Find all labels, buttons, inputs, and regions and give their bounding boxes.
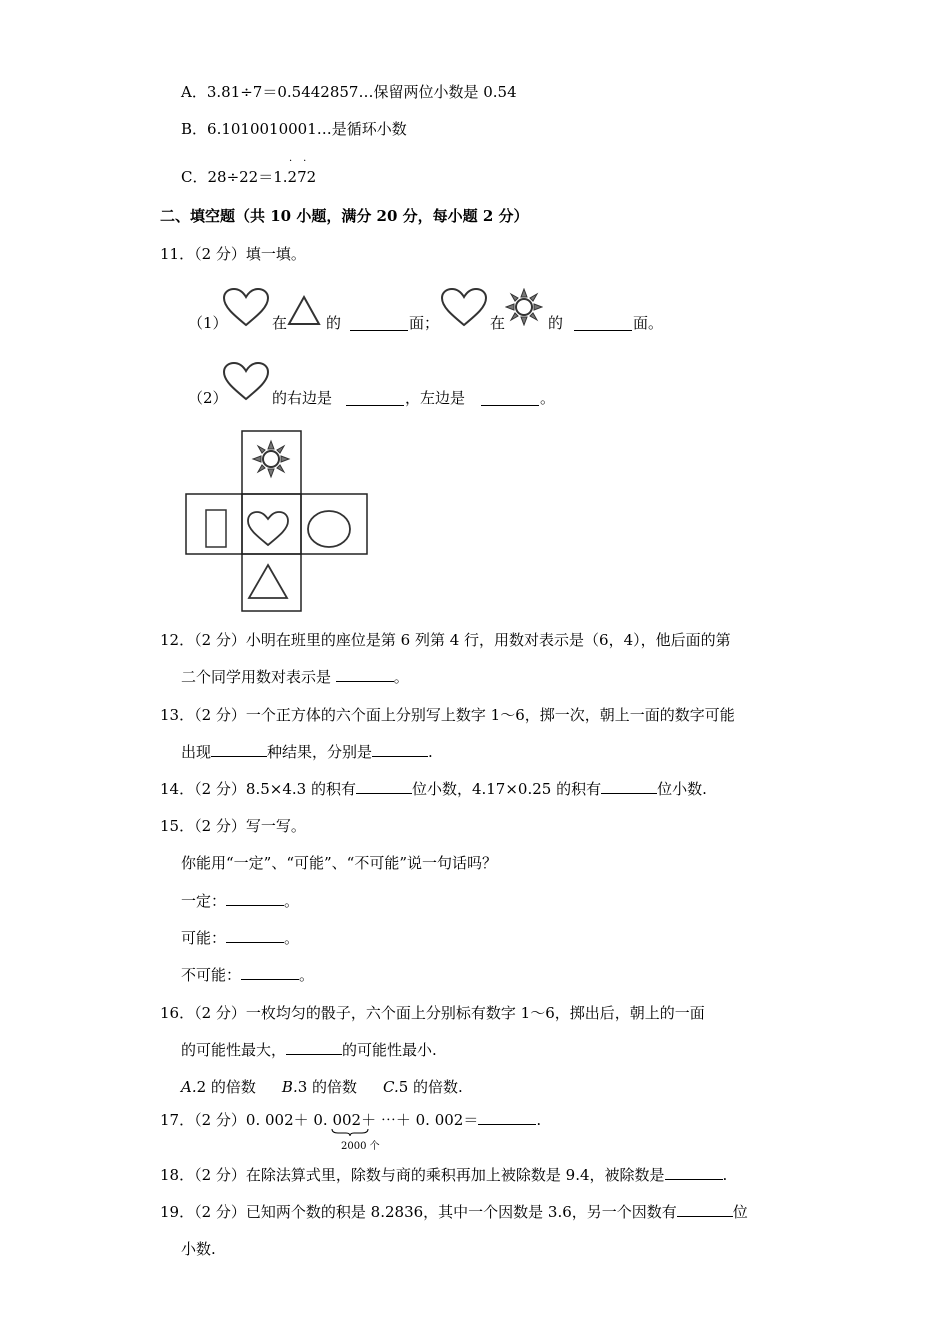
q15-head: 15．（2 分）写一写。 [160,817,306,835]
circle-icon [308,511,350,547]
q11-blank-1[interactable] [350,316,408,331]
repeat-dots: ·· [289,156,318,167]
heart-icon [222,287,270,329]
net-cell-bottom [242,554,301,611]
heart-icon [222,361,270,403]
q19-line1: 19．（2 分）已知两个数的积是 8.2836，其中一个因数是 3.6，另一个因数有 位 [160,1203,748,1221]
q11-p1-num: （1） [188,314,228,332]
q11-p1-de1: 的 [326,314,342,332]
q13-line1: 13．（2 分）一个正方体的六个面上分别写上数字 1～6，掷一次，朝上一面的数字可能 [160,706,735,724]
q16-opt-a-text: 2 的倍数 [196,1078,256,1096]
q16-blank-1[interactable] [286,1040,342,1055]
q12-line1: 12．（2 分）小明在班里的座位是第 6 列第 4 行，用数对表示是（6，4），他后面的第 [160,631,731,649]
q18-blank[interactable] [665,1165,723,1180]
q11-p1-zai2: 在 [490,314,506,332]
q11-p1-zai1: 在 [272,314,288,332]
q16-opt-c-letter: C. [383,1078,399,1096]
underbrace-icon [330,1127,370,1137]
q14-blank-1[interactable] [356,779,412,794]
q19-blank[interactable] [677,1202,733,1217]
triangle-icon [286,294,322,328]
q15-blank-3[interactable] [241,965,299,980]
q11-p2-num: （2） [188,389,228,407]
q11-blank-2[interactable] [574,316,632,331]
q18-line: 18．（2 分）在除法算式里，除数与商的乘积再加上被除数是 9.4，被除数是 . [160,1166,728,1184]
q11-blank-4[interactable] [481,391,539,406]
triangle-icon [249,565,287,598]
q11-p2-end: 。 [540,389,556,407]
heart-icon [248,512,288,545]
net-cell-center [242,494,301,554]
q11-p2-left: ，左边是 [405,389,466,407]
q16-options [181,1077,463,1097]
q11-p1-mian2: 面。 [633,314,664,332]
q19-line2: 小数. [181,1240,216,1258]
section-title: 二、填空题（共 10 小题，满分 20 分，每小题 2 分） [160,207,529,225]
q11-blank-3[interactable] [346,391,404,406]
q16-opt-b-letter: B. [281,1078,298,1096]
q11-p2-right: 的右边是 [272,389,333,407]
option-b: B．6.1010010001…是循环小数 [181,120,407,138]
q11-p1-mian1: 面； [409,314,440,332]
q17-brace-label: 2000 个 [341,1141,380,1152]
q13-blank-1[interactable] [211,742,267,757]
net-cell-left [186,494,242,554]
heart-icon [440,287,488,329]
q11-head: 11．（2 分）填一填。 [160,245,306,263]
q15-bukeneng: 不可能： 。 [181,966,315,984]
q13-line2: 出现 种结果，分别是 . [181,743,433,761]
q13-blank-2[interactable] [372,742,428,757]
q12-line2: 二个同学用数对表示是 。 [181,668,409,686]
sun-icon [505,288,543,326]
q14-line: 14．（2 分）8.5×4.3 的积有 位小数，4.17×0.25 的积有 位小数. [160,780,707,798]
sun-icon [253,441,289,477]
option-c: C．28÷22＝1.272 [181,168,317,186]
option-a: A．3.81÷7＝0.5442857…保留两位小数是 0.54 [181,83,517,101]
q17-blank[interactable] [478,1110,536,1125]
q16-opt-b-text: 3 的倍数 [297,1078,358,1096]
cube-net-diagram [185,430,370,612]
q15-blank-1[interactable] [226,891,284,906]
q16-opt-a-letter: A. [181,1078,197,1096]
rectangle-icon [206,510,226,547]
q12-blank[interactable] [336,667,394,682]
q16-opt-c-text: 5 的倍数. [398,1078,463,1096]
q15-prompt: 你能用“一定”、“可能”、“不可能”说一句话吗？ [181,854,498,872]
q15-yiding: 一定： 。 [181,892,300,910]
q11-p1-de2: 的 [548,314,564,332]
q16-line2: 的可能性最大， 的可能性最小. [181,1041,437,1059]
q15-blank-2[interactable] [226,928,284,943]
q15-keneng: 可能： 。 [181,929,300,947]
q16-line1: 16．（2 分）一枚均匀的骰子，六个面上分别标有数字 1～6，掷出后，朝上的一面 [160,1004,705,1022]
q17-line: 17．（2 分）0. 002＋ 0. 002＋ ⋯＋ 0. 002＝ . [160,1111,542,1129]
net-cell-right [301,494,367,554]
q14-blank-2[interactable] [601,779,657,794]
